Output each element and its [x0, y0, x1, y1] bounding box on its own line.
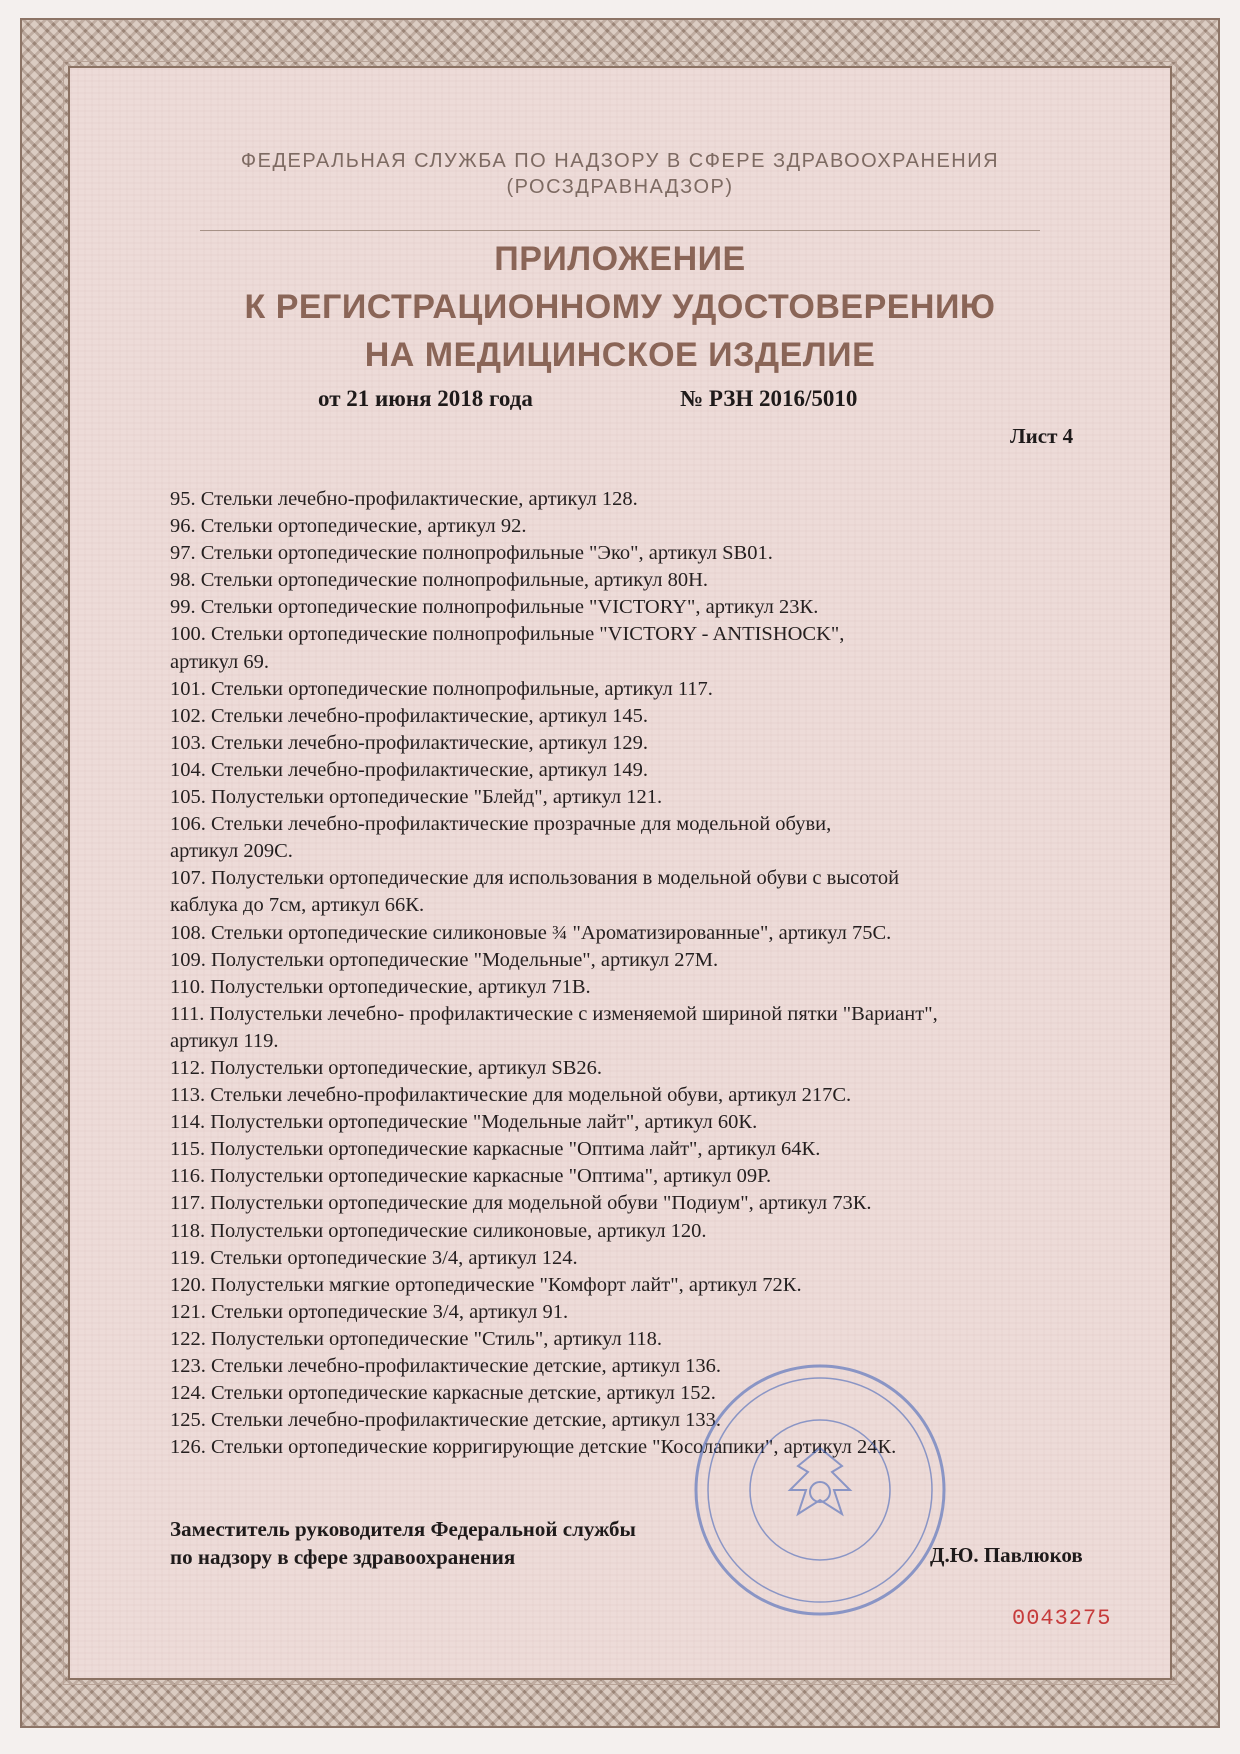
- document-title-line2: К РЕГИСТРАЦИОННОМУ УДОСТОВЕРЕНИЮ: [244, 288, 996, 326]
- agency-abbreviation: (РОСЗДРАВНАДЗОР): [506, 176, 734, 198]
- list-item: 125. Стельки лечебно-профилактические детские, артикул 133.: [170, 1409, 722, 1432]
- list-item: 117. Полустельки ортопедические для модельной обуви "Подиум", артикул 73К.: [170, 1192, 872, 1215]
- signatory-position-line1: Заместитель руководителя Федеральной службы: [170, 1517, 636, 1541]
- list-item: 97. Стельки ортопедические полнопрофильные "Эко", артикул SB01.: [170, 542, 773, 565]
- product-list: [170, 486, 1120, 1461]
- list-item: 121. Стельки ортопедические 3/4, артикул 91.: [170, 1300, 569, 1323]
- header-divider: [200, 230, 1040, 231]
- list-item: 107. Полустельки ортопедические для использования в модельной обуви с высотой каблука до 7см, артикул 66К.: [170, 867, 900, 917]
- signatory-position: [170, 1515, 636, 1571]
- agency-name: ФЕДЕРАЛЬНАЯ СЛУЖБА ПО НАДЗОРУ В СФЕРЕ ЗДРАВООХРАНЕНИЯ: [240, 150, 1000, 172]
- list-item: 123. Стельки лечебно-профилактические детские, артикул 136.: [170, 1355, 722, 1377]
- serial-number: 0043275: [1012, 1606, 1112, 1631]
- list-item: 109. Полустельки ортопедические "Модельные", артикул 27М.: [170, 948, 719, 971]
- document-title-line1: ПРИЛОЖЕНИЕ: [494, 240, 746, 278]
- list-item: 105. Полустельки ортопедические "Блейд", артикул 121.: [170, 786, 663, 809]
- list-item: 118. Полустельки ортопедические силиконовые, артикул 120.: [170, 1219, 707, 1242]
- list-item: 112. Полустельки ортопедические, артикул SB26.: [170, 1056, 603, 1079]
- list-item: 120. Полустельки мягкие ортопедические "Комфорт лайт", артикул 72К.: [170, 1273, 802, 1296]
- list-item: 101. Стельки ортопедические полнопрофильные, артикул 117.: [170, 677, 713, 700]
- list-item: 124. Стельки ортопедические каркасные детские, артикул 152.: [170, 1382, 716, 1405]
- signatory-name: Д.Ю. Павлюков: [930, 1543, 1083, 1567]
- list-item: 99. Стельки ортопедические полнопрофильные "VICTORY", артикул 23К.: [170, 596, 819, 619]
- list-item: 104. Стельки лечебно-профилактические, артикул 149.: [170, 758, 649, 781]
- list-item: 106. Стельки лечебно-профилактические прозрачные для модельной обуви, артикул 209С.: [170, 813, 832, 863]
- registration-number: № РЗН 2016/5010: [680, 386, 858, 411]
- list-item: 100. Стельки ортопедические полнопрофильные "VICTORY - ANTISHOCK", артикул 69.: [170, 623, 845, 673]
- document-date: от 21 июня 2018 года: [318, 386, 533, 411]
- list-item: 111. Полустельки лечебно- профилактические с изменяемой шириной пятки "Вариант", артикул 119.: [170, 1002, 938, 1052]
- list-item: 108. Стельки ортопедические силиконовые ¾ "Ароматизированные", артикул 75С.: [170, 921, 892, 944]
- list-item: 102. Стельки лечебно-профилактические, артикул 145.: [170, 704, 649, 727]
- list-item: 96. Стельки ортопедические, артикул 92.: [170, 515, 527, 538]
- list-item: 119. Стельки ортопедические 3/4, артикул 124.: [170, 1246, 578, 1269]
- list-item: 114. Полустельки ортопедические "Модельные лайт", артикул 60К.: [170, 1111, 758, 1134]
- list-item: 116. Полустельки ортопедические каркасные "Оптима", артикул 09Р.: [170, 1165, 772, 1188]
- signatory-position-line2: по надзору в сфере здравоохранения: [170, 1545, 516, 1569]
- list-item: 126. Стельки ортопедические корригирующие детские "Косолапики", артикул 24К.: [170, 1436, 897, 1459]
- official-seal-stamp: [690, 1360, 950, 1620]
- list-item: 103. Стельки лечебно-профилактические, артикул 129.: [170, 731, 649, 754]
- sheet-number: Лист 4: [1010, 424, 1074, 448]
- list-item: 110. Полустельки ортопедические, артикул 71В.: [170, 975, 591, 998]
- document-title-line3: НА МЕДИЦИНСКОЕ ИЗДЕЛИЕ: [364, 336, 876, 374]
- list-item: 113. Стельки лечебно-профилактические для модельной обуви, артикул 217С.: [170, 1084, 852, 1107]
- list-item: 115. Полустельки ортопедические каркасные "Оптима лайт", артикул 64К.: [170, 1138, 821, 1161]
- list-item: 122. Полустельки ортопедические "Стиль", артикул 118.: [170, 1327, 662, 1350]
- list-item: 98. Стельки ортопедические полнопрофильные, артикул 80Н.: [170, 569, 708, 592]
- list-item: 95. Стельки лечебно-профилактические, артикул 128.: [170, 488, 638, 510]
